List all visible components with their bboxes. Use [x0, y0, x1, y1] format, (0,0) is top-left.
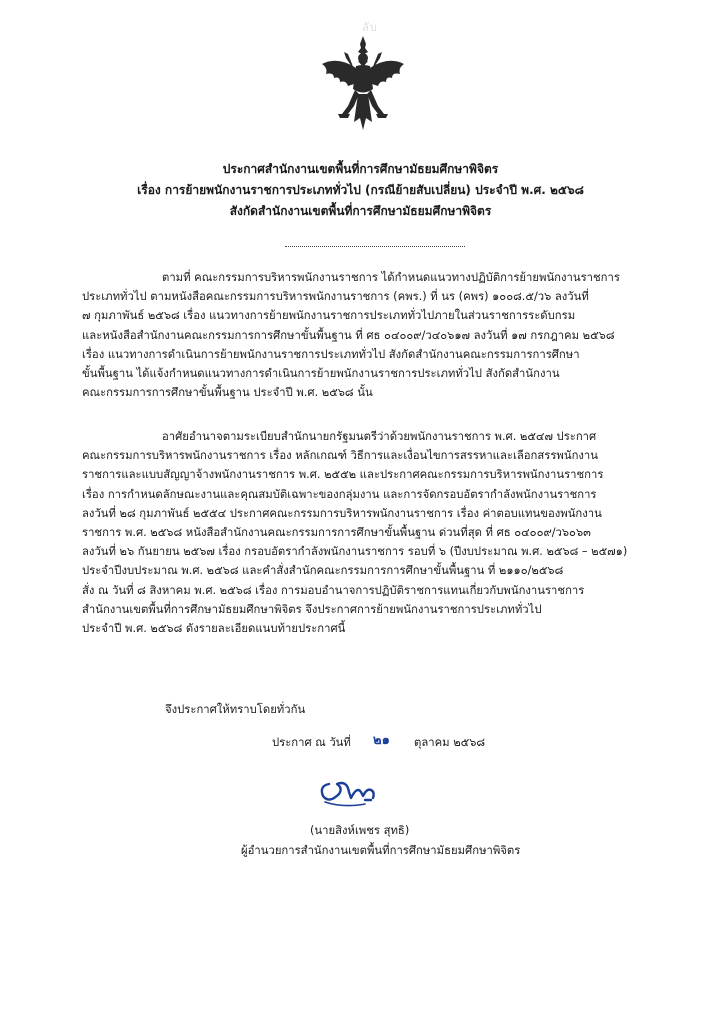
header-subject: เรื่อง การย้ายพนักงานราชการประเภททั่วไป (กรณีย้ายสับเปลี่ยน) ประจำปี พ.ศ. ๒๕๖๘ — [137, 183, 584, 197]
faint-stamp-text: ลับ — [362, 21, 378, 34]
closing-line: จึงประกาศให้ทราบโดยทั่วกัน — [165, 703, 306, 716]
body-paragraph-2: อาศัยอำนาจตามระเบียบสำนักนายกรัฐมนตรีว่าด้วยพนักงานราชการ พ.ศ. ๒๕๔๗ ประกาศ คณะกรรมการบริหารพนักงานราชการ เรื่อง หลักเกณฑ์ วิธีการและเงื่อนไขการสรรหาและเลือกสรรพนักงาน ราชการและแบบสัญญาจ้างพนักงานราชการ พ.ศ. ๒๕๕๒ และประกาศคณะกรรมการบริหารพนักงานราชการ เรื่อง การกำหนดลักษณะงานและคุณสมบัติเฉพาะของกลุ่มงาน และการจัดกรอบอัตรากำลังพนักงานราชการ ลงวันที่ ๒๘ กุมภาพันธ์ ๒๕๕๔ ประกาศคณะกรรมการบริหารพนักงานราชการ เรื่อง ค่าตอบแทนของพนักงาน ราชการ พ.ศ. ๒๕๖๘ หนังสือสำนักงานคณะกรรมการการศึกษาขั้นพื้นฐาน ด่วนที่สุด ที่ ศธ ๐๔๐๐๙/ว๖๐๖๓ ลงวันที่ ๒๖ กันยายน ๒๕๖๗ เรื่อง กรอบอัตรากำลังพนักงานราชการ รอบที่ ๖ (ปีงบประมาณ พ.ศ. ๒๕๖๘ – ๒๕๗๑) ประจำปีงบประมาณ พ.ศ. ๒๕๖๘ และคำสั่งสำนักคณะกรรมการการศึกษาขั้นพื้นฐาน ที่ ๒๑๑๐/๒๕๖๘ สั่ง ณ วันที่ ๘ สิงหาคม พ.ศ. ๒๕๖๘ เรื่อง การมอบอำนาจการปฏิบัติราชการแทนเกี่ยวกับพนักงานราชการ สำนักงานเขตพื้นที่การศึกษามัธยมศึกษาพิจิตร จึงประกาศการย้ายพนักงานราชการประเภททั่วไป ประจำปี พ.ศ. ๒๕๖๘ ดังรายละเอียดแนบท้ายประกาศนี้ — [82, 430, 628, 636]
garuda-emblem-icon — [318, 34, 408, 144]
header-title: ประกาศสำนักงานเขตพื้นที่การศึกษามัธยมศึกษาพิจิตร — [222, 162, 499, 176]
header-divider — [285, 246, 465, 247]
date-prefix: ประกาศ ณ วันที่ — [272, 736, 351, 749]
date-month-year: ตุลาคม ๒๕๖๘ — [414, 736, 486, 749]
body-paragraph-1: ตามที่ คณะกรรมการบริหารพนักงานราชการ ได้กำหนดแนวทางปฏิบัติการย้ายพนักงานราชการ ประเภททั่วไป ตามหนังสือคณะกรรมการบริหารพนักงานราชการ (คพร.) ที่ นร (คพร) ๑๐๐๘.๕/ว๖ ลงวันที่ ๗ กุมภาพันธ์ ๒๕๖๘ เรื่อง แนวทางการย้ายพนักงานราชการประเภททั่วไปภายในส่วนราชการระดับกรม และหนังสือสำนักงานคณะกรรมการการศึกษาขั้นพื้นฐาน ที่ ศธ ๐๔๐๐๙/ว๔๐๖๑๗ ลงวันที่ ๑๗ กรกฎาคม ๒๕๖๘ เรื่อง แนวทางการดำเนินการย้ายพนักงานราชการประเภททั่วไป สังกัดสำนักงานคณะกรรมการการศึกษา ขั้นพื้นฐาน ได้แจ้งกำหนดแนวทางการดำเนินการย้ายพนักงานราชการประเภททั่วไป สังกัดสำนักงาน คณะกรรมการการศึกษาขั้นพื้นฐาน ประจำปี พ.ศ. ๒๕๖๘ นั้น — [82, 271, 620, 400]
signature-image — [313, 764, 383, 810]
signatory-position: ผู้อำนวยการสำนักงานเขตพื้นที่การศึกษามัธยมศึกษาพิจิตร — [241, 844, 521, 857]
signatory-name: (นายสิงห์เพชร สุทธิ) — [310, 824, 410, 837]
date-day: ๒๑ — [373, 733, 390, 748]
header-affiliation: สังกัดสำนักงานเขตพื้นที่การศึกษามัธยมศึกษาพิจิตร — [229, 204, 492, 218]
